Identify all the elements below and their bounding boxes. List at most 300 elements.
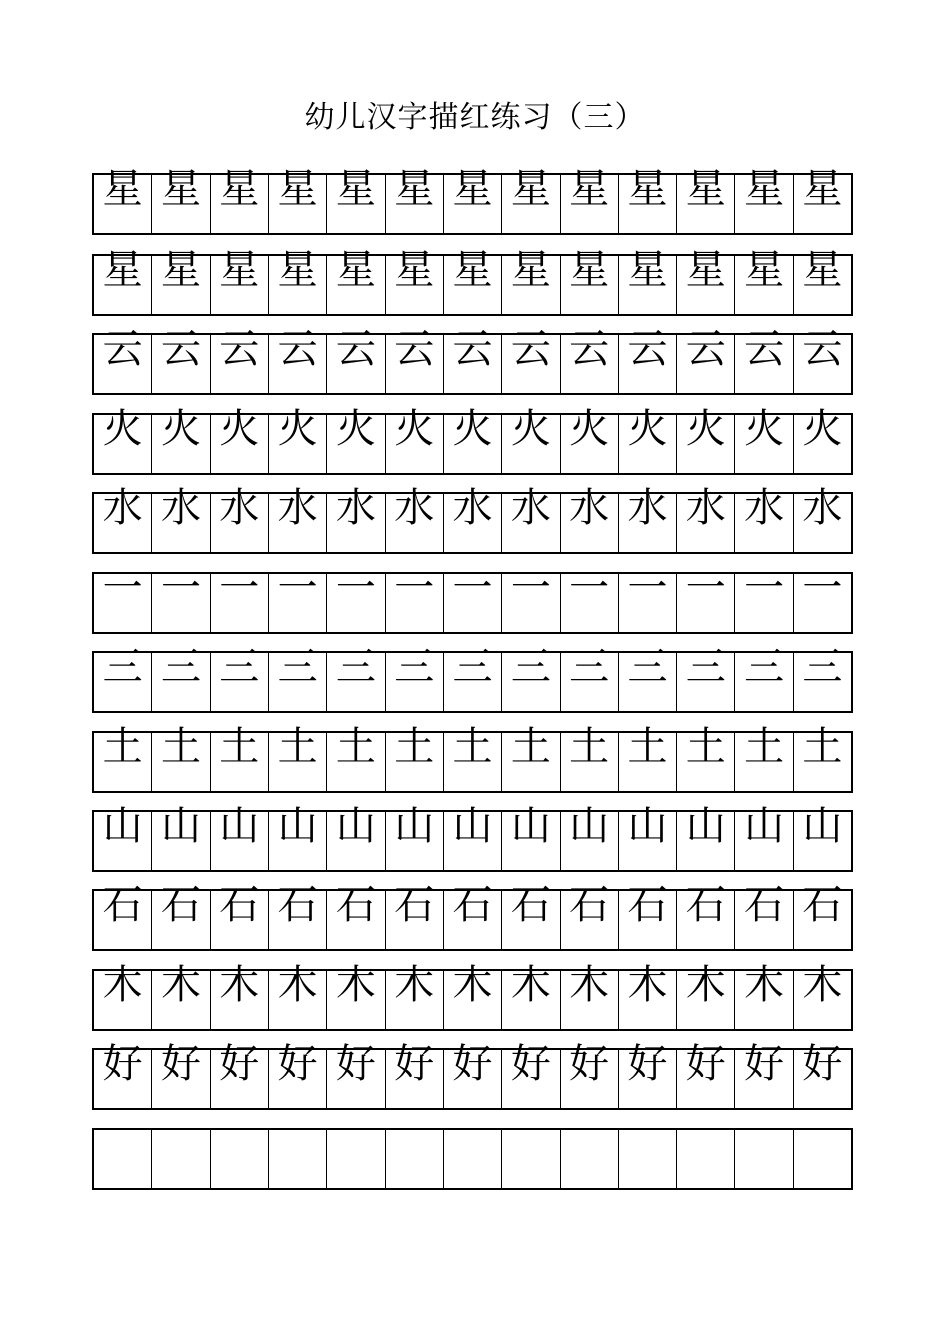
practice-cell [734,882,792,949]
trace-character: 星 [160,166,201,212]
trace-character: 星 [277,247,318,293]
practice-cell [501,882,559,949]
trace-character: 云 [627,326,668,372]
practice-cell [268,724,326,791]
practice-cell [443,962,501,1029]
practice-row [92,803,853,872]
trace-character: 火 [452,406,493,452]
practice-cell [618,644,676,711]
practice-cell [501,724,559,791]
trace-character: 一 [102,565,143,611]
trace-character: 木 [277,962,318,1008]
trace-character: 火 [102,406,143,452]
trace-character: 木 [335,962,376,1008]
trace-character: 云 [569,326,610,372]
trace-character: 水 [685,485,726,531]
practice-cell [560,247,618,314]
trace-character: 星 [452,247,493,293]
practice-cell [793,326,851,393]
trace-character: 火 [219,406,260,452]
practice-cell [618,803,676,870]
practice-cell [676,962,734,1029]
practice-row [92,724,853,793]
practice-cell [210,485,268,552]
practice-cell [676,166,734,233]
trace-character: 星 [627,166,668,212]
practice-cell [618,166,676,233]
trace-character: 土 [569,724,610,770]
trace-character: 星 [744,247,785,293]
blank-practice-row [92,1128,853,1190]
trace-character: 星 [102,166,143,212]
trace-character: 好 [569,1041,610,1087]
practice-cell [676,485,734,552]
trace-character: 一 [277,565,318,611]
trace-character: 星 [744,166,785,212]
trace-character: 一 [219,565,260,611]
trace-character: 火 [802,406,843,452]
trace-character: 土 [744,724,785,770]
trace-character: 云 [160,326,201,372]
practice-row [92,565,853,634]
practice-cell [676,1041,734,1108]
practice-cell [560,326,618,393]
trace-character: 星 [569,166,610,212]
trace-character: 石 [569,882,610,928]
trace-character: 火 [510,406,551,452]
practice-cell [560,962,618,1029]
practice-cell [793,882,851,949]
practice-cell [326,326,384,393]
practice-cell [94,565,151,632]
practice-cell [560,565,618,632]
trace-character: 木 [102,962,143,1008]
trace-character: 石 [510,882,551,928]
trace-character: 好 [335,1041,376,1087]
practice-cell [560,803,618,870]
trace-character: 山 [102,803,143,849]
trace-character: 木 [219,962,260,1008]
trace-character: 云 [452,326,493,372]
practice-cell [443,1130,501,1188]
trace-character: 好 [219,1041,260,1087]
practice-cell [618,485,676,552]
trace-character: 一 [744,565,785,611]
practice-cell [560,724,618,791]
trace-character: 三 [627,644,668,690]
trace-character: 三 [394,644,435,690]
trace-character: 三 [452,644,493,690]
trace-character: 水 [510,485,551,531]
trace-character: 山 [510,803,551,849]
practice-cell [151,644,209,711]
trace-character: 三 [160,644,201,690]
practice-cell [734,166,792,233]
trace-character: 火 [277,406,318,452]
trace-character: 木 [452,962,493,1008]
trace-character: 三 [277,644,318,690]
practice-cell [268,882,326,949]
practice-cell [443,326,501,393]
practice-cell [676,406,734,473]
practice-cell [734,803,792,870]
trace-character: 火 [744,406,785,452]
trace-character: 水 [335,485,376,531]
practice-cell [734,565,792,632]
practice-row [92,485,853,554]
trace-character: 山 [627,803,668,849]
practice-cell [501,1130,559,1188]
trace-character: 三 [335,644,376,690]
practice-cell [793,1041,851,1108]
practice-cell [676,803,734,870]
practice-cell [734,406,792,473]
trace-character: 星 [394,166,435,212]
practice-cell [676,1130,734,1188]
practice-row [92,166,853,235]
practice-cell [385,1130,443,1188]
trace-character: 云 [510,326,551,372]
trace-character: 山 [802,803,843,849]
trace-character: 石 [219,882,260,928]
practice-cell [385,326,443,393]
practice-cell [326,1130,384,1188]
practice-cell [385,962,443,1029]
trace-character: 星 [802,166,843,212]
trace-character: 云 [394,326,435,372]
practice-cell [326,724,384,791]
trace-character: 火 [335,406,376,452]
trace-character: 火 [685,406,726,452]
practice-cell [385,166,443,233]
trace-character: 星 [335,166,376,212]
trace-character: 土 [102,724,143,770]
trace-character: 星 [102,247,143,293]
practice-cell [385,882,443,949]
practice-cell [268,1041,326,1108]
practice-cell [94,644,151,711]
trace-character: 一 [394,565,435,611]
practice-cell [385,803,443,870]
practice-cell [501,406,559,473]
practice-cell [501,485,559,552]
practice-cell [268,406,326,473]
practice-cell [385,485,443,552]
practice-cell [94,1041,151,1108]
trace-character: 星 [569,247,610,293]
practice-cell [676,565,734,632]
trace-character: 木 [160,962,201,1008]
practice-cell [618,565,676,632]
practice-cell [268,803,326,870]
practice-cell [151,247,209,314]
practice-cell [734,724,792,791]
practice-cell [734,247,792,314]
practice-cell [501,1041,559,1108]
practice-cell [501,326,559,393]
practice-cell [793,406,851,473]
trace-character: 三 [802,644,843,690]
practice-cell [94,803,151,870]
practice-cell [210,724,268,791]
practice-cell [734,1041,792,1108]
practice-cell [734,962,792,1029]
trace-character: 星 [685,247,726,293]
trace-character: 水 [102,485,143,531]
practice-cell [618,326,676,393]
practice-cell [618,1041,676,1108]
trace-character: 石 [627,882,668,928]
practice-cell [210,166,268,233]
practice-cell [734,485,792,552]
trace-character: 木 [685,962,726,1008]
practice-cell [210,644,268,711]
practice-cell [151,326,209,393]
trace-character: 一 [510,565,551,611]
practice-cell [560,1041,618,1108]
trace-character: 云 [802,326,843,372]
practice-cell [151,1041,209,1108]
trace-character: 三 [744,644,785,690]
practice-row [92,1041,853,1110]
practice-cell [793,724,851,791]
practice-cell [151,1130,209,1188]
trace-character: 好 [102,1041,143,1087]
practice-cell [560,1130,618,1188]
practice-cell [94,962,151,1029]
practice-cell [268,1130,326,1188]
practice-cell [151,565,209,632]
trace-character: 三 [510,644,551,690]
trace-character: 水 [219,485,260,531]
trace-character: 山 [335,803,376,849]
page-title: 幼儿汉字描红练习（三） [304,100,646,135]
practice-cell [385,644,443,711]
practice-cell [734,1130,792,1188]
trace-character: 木 [510,962,551,1008]
trace-character: 三 [569,644,610,690]
practice-cell [501,644,559,711]
practice-row [92,644,853,713]
practice-cell [268,485,326,552]
practice-cell [385,247,443,314]
trace-character: 石 [802,882,843,928]
practice-cell [385,406,443,473]
trace-character: 三 [685,644,726,690]
trace-character: 云 [219,326,260,372]
practice-cell [676,247,734,314]
practice-cell [618,882,676,949]
trace-character: 水 [627,485,668,531]
practice-cell [676,882,734,949]
trace-character: 云 [685,326,726,372]
trace-character: 木 [744,962,785,1008]
trace-character: 水 [160,485,201,531]
trace-character: 土 [802,724,843,770]
trace-character: 土 [685,724,726,770]
practice-cell [210,1130,268,1188]
trace-character: 土 [277,724,318,770]
trace-character: 山 [394,803,435,849]
practice-cell [94,166,151,233]
trace-character: 土 [219,724,260,770]
trace-character: 一 [452,565,493,611]
trace-character: 土 [394,724,435,770]
trace-character: 石 [335,882,376,928]
trace-character: 好 [685,1041,726,1087]
practice-cell [618,962,676,1029]
practice-cell [268,326,326,393]
trace-character: 水 [744,485,785,531]
trace-character: 星 [277,166,318,212]
trace-character: 一 [160,565,201,611]
trace-character: 好 [744,1041,785,1087]
practice-cell [560,485,618,552]
practice-cell [210,803,268,870]
trace-character: 星 [627,247,668,293]
trace-character: 星 [394,247,435,293]
practice-cell [501,247,559,314]
practice-row [92,326,853,395]
trace-character: 星 [335,247,376,293]
trace-character: 好 [802,1041,843,1087]
practice-cell [268,166,326,233]
practice-cell [151,803,209,870]
practice-cell [268,565,326,632]
practice-cell [94,485,151,552]
practice-cell [618,247,676,314]
practice-cell [326,644,384,711]
trace-character: 云 [744,326,785,372]
practice-cell [151,724,209,791]
practice-cell [326,485,384,552]
practice-cell [793,166,851,233]
trace-character: 石 [277,882,318,928]
trace-character: 木 [394,962,435,1008]
practice-cell [151,962,209,1029]
practice-cell [734,326,792,393]
practice-cell [94,724,151,791]
practice-cell [443,1041,501,1108]
practice-cell [618,724,676,791]
trace-character: 云 [277,326,318,372]
practice-cell [793,565,851,632]
practice-cell [326,803,384,870]
trace-character: 好 [452,1041,493,1087]
trace-character: 一 [569,565,610,611]
trace-character: 火 [160,406,201,452]
practice-cell [560,166,618,233]
trace-character: 山 [569,803,610,849]
practice-cell [268,644,326,711]
practice-cell [793,1130,851,1188]
practice-cell [94,406,151,473]
trace-character: 水 [569,485,610,531]
trace-character: 土 [452,724,493,770]
trace-character: 山 [160,803,201,849]
trace-character: 石 [685,882,726,928]
trace-character: 水 [277,485,318,531]
practice-cell [385,565,443,632]
trace-character: 好 [394,1041,435,1087]
practice-cell [501,962,559,1029]
practice-cell [618,406,676,473]
trace-character: 山 [452,803,493,849]
practice-cell [501,803,559,870]
trace-character: 土 [335,724,376,770]
trace-character: 一 [335,565,376,611]
practice-cell [676,724,734,791]
trace-character: 好 [160,1041,201,1087]
trace-character: 星 [219,247,260,293]
practice-cell [501,565,559,632]
practice-cell [443,644,501,711]
trace-character: 星 [160,247,201,293]
trace-character: 好 [277,1041,318,1087]
practice-cell [793,803,851,870]
practice-cell [268,247,326,314]
practice-cell [560,882,618,949]
trace-character: 石 [102,882,143,928]
trace-character: 云 [335,326,376,372]
trace-character: 火 [394,406,435,452]
practice-cell [560,406,618,473]
trace-character: 三 [102,644,143,690]
trace-character: 山 [744,803,785,849]
trace-character: 石 [160,882,201,928]
practice-row [92,962,853,1031]
practice-cell [94,882,151,949]
trace-character: 木 [627,962,668,1008]
practice-cell [151,882,209,949]
trace-character: 星 [452,166,493,212]
practice-cell [94,1130,151,1188]
trace-character: 山 [277,803,318,849]
practice-cell [385,1041,443,1108]
trace-character: 星 [510,247,551,293]
trace-character: 一 [802,565,843,611]
practice-cell [443,166,501,233]
practice-cell [793,485,851,552]
practice-row [92,247,853,316]
practice-cell [676,644,734,711]
trace-character: 好 [510,1041,551,1087]
trace-character: 一 [685,565,726,611]
trace-character: 火 [569,406,610,452]
practice-cell [268,962,326,1029]
trace-character: 土 [627,724,668,770]
practice-cell [94,326,151,393]
trace-character: 山 [685,803,726,849]
trace-character: 石 [744,882,785,928]
practice-cell [618,1130,676,1188]
practice-cell [443,247,501,314]
practice-cell [326,1041,384,1108]
practice-cell [210,565,268,632]
trace-character: 好 [627,1041,668,1087]
practice-cell [151,166,209,233]
trace-character: 木 [802,962,843,1008]
practice-cell [210,962,268,1029]
practice-cell [560,644,618,711]
practice-row [92,406,853,475]
practice-cell [443,406,501,473]
practice-cell [793,962,851,1029]
practice-cell [793,644,851,711]
practice-cell [443,724,501,791]
practice-cell [676,326,734,393]
trace-character: 山 [219,803,260,849]
